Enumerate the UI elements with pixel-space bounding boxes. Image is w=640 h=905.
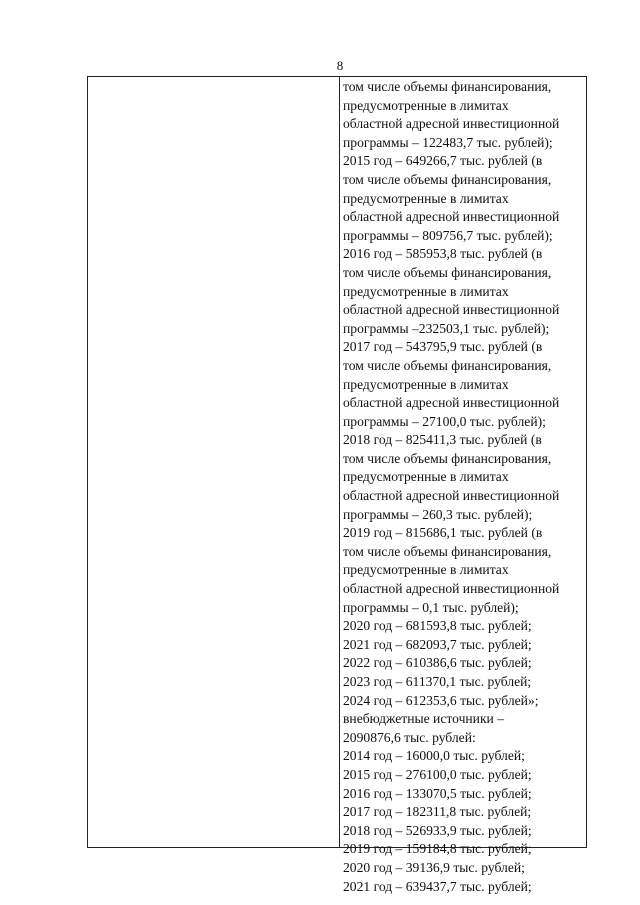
text-line: том числе объемы финансирования, [343, 450, 552, 466]
text-line: 2022 год – 610386,6 тыс. рублей; [343, 655, 532, 671]
text-line: 2021 год – 639437,7 тыс. рублей; [343, 878, 532, 894]
text-line: 2017 год – 182311,8 тыс. рублей; [343, 804, 532, 820]
text-line: предусмотренные в лимитах [343, 562, 509, 578]
text-line: предусмотренные в лимитах [343, 97, 509, 113]
text-line: том числе объемы финансирования, [343, 264, 552, 280]
text-line: 2020 год – 39136,9 тыс. рублей; [343, 859, 525, 875]
text-line: областной адресной инвестиционной [343, 302, 560, 318]
document-table [87, 76, 587, 894]
text-line: 2017 год – 543795,9 тыс. рублей (в [343, 339, 543, 355]
text-line: 2019 год – 159184,8 тыс. рублей; [343, 841, 532, 857]
text-line: областной адресной инвестиционной [343, 395, 560, 411]
text-line: областной адресной инвестиционной [343, 488, 560, 504]
text-line: 2024 год – 612353,6 тыс. рублей»; [343, 692, 539, 708]
text-line: программы – 122483,7 тыс. рублей); [343, 134, 553, 150]
page-number: 8 [336, 58, 344, 73]
text-line: том числе объемы финансирования, [343, 171, 552, 187]
text-line: 2014 год – 16000,0 тыс. рублей; [343, 748, 525, 764]
text-line: 2016 год – 133070,5 тыс. рублей; [343, 785, 532, 801]
text-line: внебюджетные источники – [343, 711, 505, 727]
text-line: предусмотренные в лимитах [343, 283, 509, 299]
column-divider [339, 77, 340, 847]
right-table-cell [343, 78, 585, 896]
text-line: 2018 год – 526933,9 тыс. рублей; [343, 822, 532, 838]
text-line: программы – 260,3 тыс. рублей); [343, 506, 533, 522]
text-line: 2023 год – 611370,1 тыс. рублей; [343, 674, 532, 689]
text-line: программы – 27100,0 тыс. рублей); [343, 413, 546, 429]
text-line: 2018 год – 825411,3 тыс. рублей (в [343, 432, 542, 448]
text-line: том числе объемы финансирования, [343, 543, 552, 559]
text-line: том числе объемы финансирования, [343, 357, 552, 373]
text-line: предусмотренные в лимитах [343, 469, 509, 485]
text-line: областной адресной инвестиционной [343, 116, 560, 132]
text-line: 2021 год – 682093,7 тыс. рублей; [343, 636, 532, 652]
text-line: областной адресной инвестиционной [343, 209, 560, 225]
text-line: 2020 год – 681593,8 тыс. рублей; [343, 618, 532, 634]
text-line: том числе объемы финансирования, [343, 79, 552, 94]
text-line: предусмотренные в лимитах [343, 376, 509, 392]
text-line: программы – 0,1 тыс. рублей); [343, 599, 519, 615]
text-line: 2019 год – 815686,1 тыс. рублей (в [343, 525, 543, 541]
text-line: 2090876,6 тыс. рублей: [343, 729, 476, 745]
text-line: 2015 год – 649266,7 тыс. рублей (в [343, 153, 543, 169]
text-line: программы – 809756,7 тыс. рублей); [343, 227, 553, 243]
text-line: областной адресной инвестиционной [343, 581, 560, 597]
text-line: программы –232503,1 тыс. рублей); [343, 320, 550, 336]
text-line: 2016 год – 585953,8 тыс. рублей (в [343, 246, 543, 262]
text-line: предусмотренные в лимитах [343, 190, 509, 206]
text-line: 2015 год – 276100,0 тыс. рублей; [343, 766, 532, 782]
